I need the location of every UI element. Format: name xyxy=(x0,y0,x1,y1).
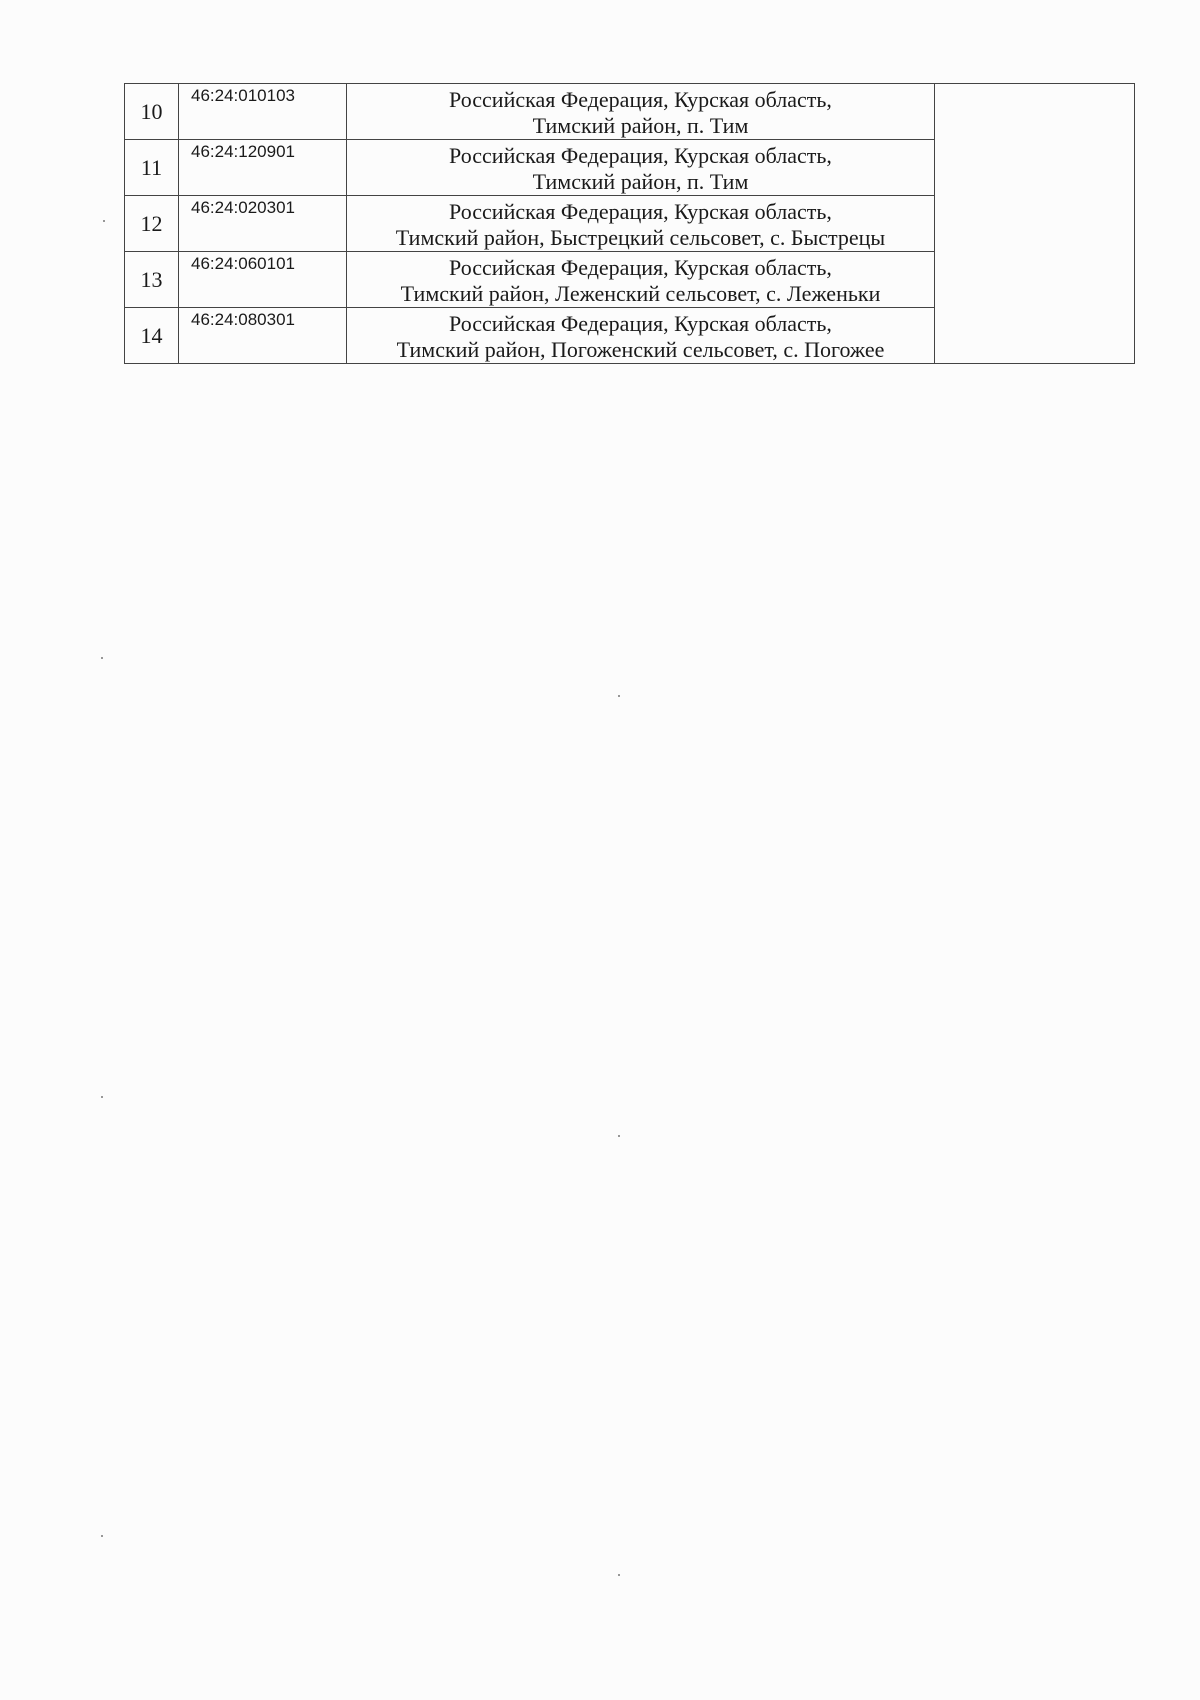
address-line-2: Тимский район, Погоженский сельсовет, с. Погожее xyxy=(396,337,885,362)
address-cell xyxy=(347,196,935,252)
row-number: 13 xyxy=(125,252,179,308)
scan-speck xyxy=(101,657,103,659)
address-line-1: Российская Федерация, Курская область, xyxy=(449,311,832,336)
cadastral-code: 46:24:060101 xyxy=(179,252,347,308)
empty-column-cell xyxy=(935,84,1135,364)
cadastral-code: 46:24:120901 xyxy=(179,140,347,196)
row-number: 14 xyxy=(125,308,179,364)
address-line-1: Российская Федерация, Курская область, xyxy=(449,255,832,280)
row-number: 12 xyxy=(125,196,179,252)
table-row xyxy=(125,84,1135,140)
address-line-1: Российская Федерация, Курская область, xyxy=(449,143,832,168)
scan-speck xyxy=(103,220,105,222)
address-line-2: Тимский район, п. Тим xyxy=(532,113,749,138)
scan-speck xyxy=(618,1574,620,1576)
cadastral-code: 46:24:020301 xyxy=(179,196,347,252)
address-line-2: Тимский район, Леженский сельсовет, с. Леженьки xyxy=(400,281,881,306)
cadastral-code: 46:24:080301 xyxy=(179,308,347,364)
address-cell xyxy=(347,252,935,308)
cadastral-table xyxy=(124,83,1135,364)
cadastral-code: 46:24:010103 xyxy=(179,84,347,140)
address-line-1: Российская Федерация, Курская область, xyxy=(449,87,832,112)
scan-speck xyxy=(101,1096,103,1098)
scan-speck xyxy=(618,1135,620,1137)
address-cell xyxy=(347,140,935,196)
address-cell xyxy=(347,84,935,140)
address-line-2: Тимский район, Быстрецкий сельсовет, с. Быстрецы xyxy=(395,225,886,250)
row-number: 10 xyxy=(125,84,179,140)
address-line-1: Российская Федерация, Курская область, xyxy=(449,199,832,224)
address-line-2: Тимский район, п. Тим xyxy=(532,169,749,194)
scan-speck xyxy=(618,695,620,697)
scan-speck xyxy=(101,1535,103,1537)
address-cell xyxy=(347,308,935,364)
row-number: 11 xyxy=(125,140,179,196)
